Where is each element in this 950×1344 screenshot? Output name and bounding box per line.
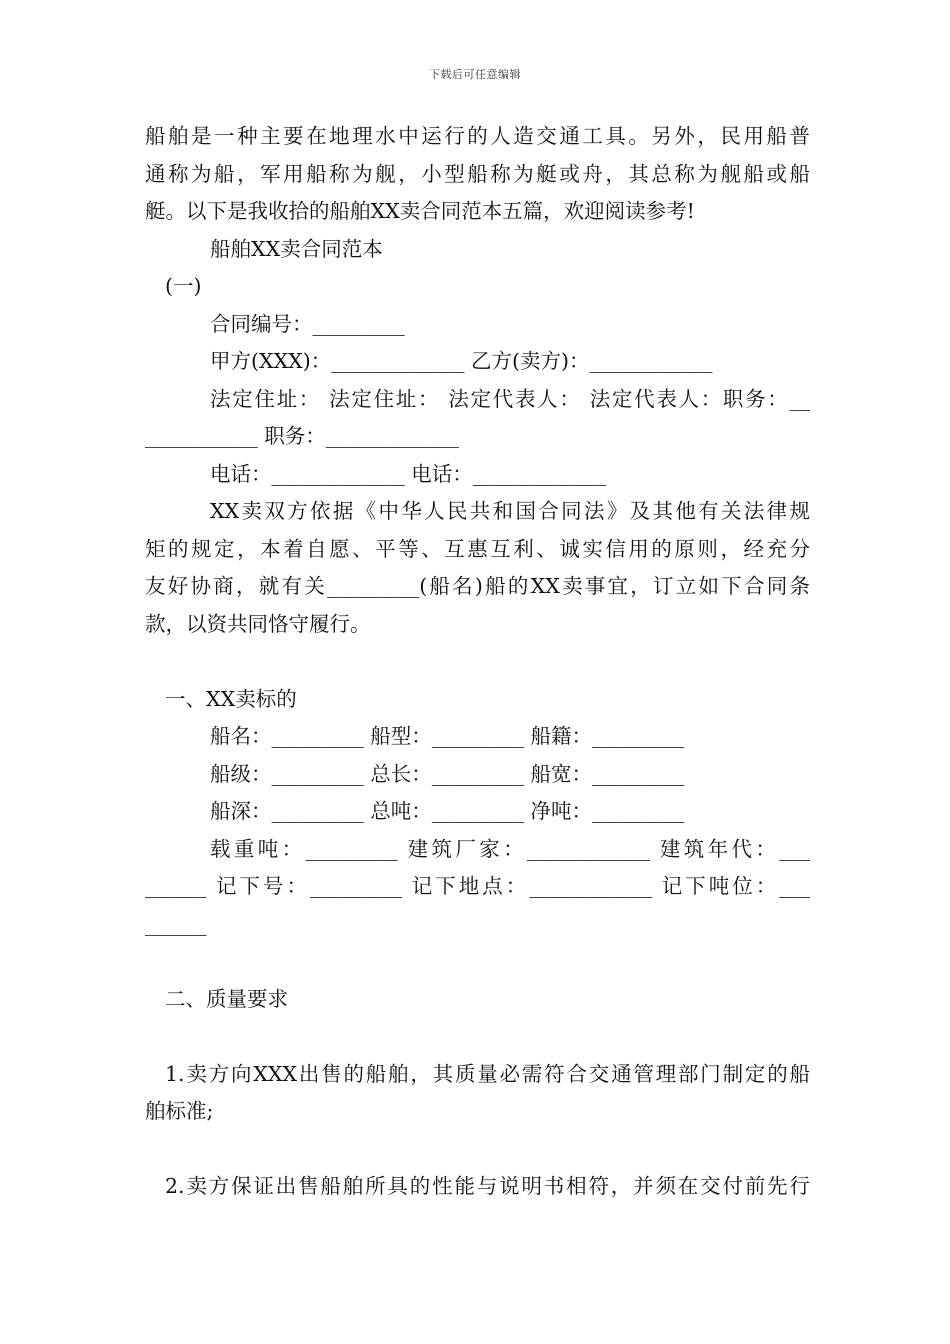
section-number: (一) [165, 274, 202, 298]
intro-line: 船舶是一种主要在地理水中运行的人造交通工具。另外，民用船普 [145, 124, 810, 148]
phone-field: 电话：_____________ 电话：_____________ [210, 461, 607, 486]
section2-heading: 二、质量要求 [165, 986, 288, 1011]
address-field-cont: ___________ 职务：_____________ [145, 424, 460, 448]
doc-title: 船舶XX卖合同范本 [210, 236, 383, 261]
subject-row: 船名：_________ 船型：_________ 船籍：_________ [210, 724, 685, 748]
subject-row: 船级：_________ 总长：_________ 船宽：_________ [210, 761, 685, 786]
subject-row: ______ [145, 911, 207, 936]
preamble-line: 友好协商，就有关_________(船名)船的XX卖事宜，订立如下合同条 [145, 574, 810, 598]
quality-item-cont: 舶标准; [145, 1099, 214, 1123]
intro-line: 艇。以下是我收拾的船舶XX卖合同范本五篇，欢迎阅读参考! [145, 199, 695, 223]
subject-row: ______ 记下号：_________ 记下地点：____________ 记下吨位：___ [145, 874, 810, 898]
document-body [145, 118, 810, 1206]
header-note: 下载后可任意编辑 [429, 68, 521, 81]
parties-field: 甲方(XXX)：_____________ 乙方(卖方)：____________ [210, 349, 713, 373]
preamble-line: 矩的规定，本着自愿、平等、互惠互利、诚实信用的原则，经充分 [145, 536, 810, 561]
intro-line: 通称为船，军用船称为舰，小型船称为艇或舟，其总称为舰船或船 [145, 161, 810, 186]
address-field: 法定住址： 法定住址： 法定代表人： 法定代表人：职务：__ [210, 386, 810, 411]
spacer [145, 943, 810, 981]
preamble-line: 款，以资共同恪守履行。 [145, 611, 371, 636]
subject-row: 船深：_________ 总吨：_________ 净吨：_________ [210, 799, 685, 823]
spacer [145, 1131, 810, 1169]
spacer [145, 1018, 810, 1056]
subject-row: 载重吨：_________ 建筑厂家：____________ 建筑年代：___ [210, 836, 810, 861]
quality-item: 1.卖方向XXX出售的船舶，其质量必需符合交通管理部门制定的船 [165, 1061, 810, 1086]
contract-number-field: 合同编号：_________ [210, 311, 405, 336]
spacer [145, 643, 810, 681]
section1-heading: 一、XX卖标的 [165, 686, 297, 711]
quality-item: 2.卖方保证出售船舶所具的性能与说明书相符，并须在交付前先行 [165, 1174, 810, 1198]
preamble-line: XX卖双方依据《中华人民共和国合同法》及其他有关法律规 [210, 499, 810, 523]
